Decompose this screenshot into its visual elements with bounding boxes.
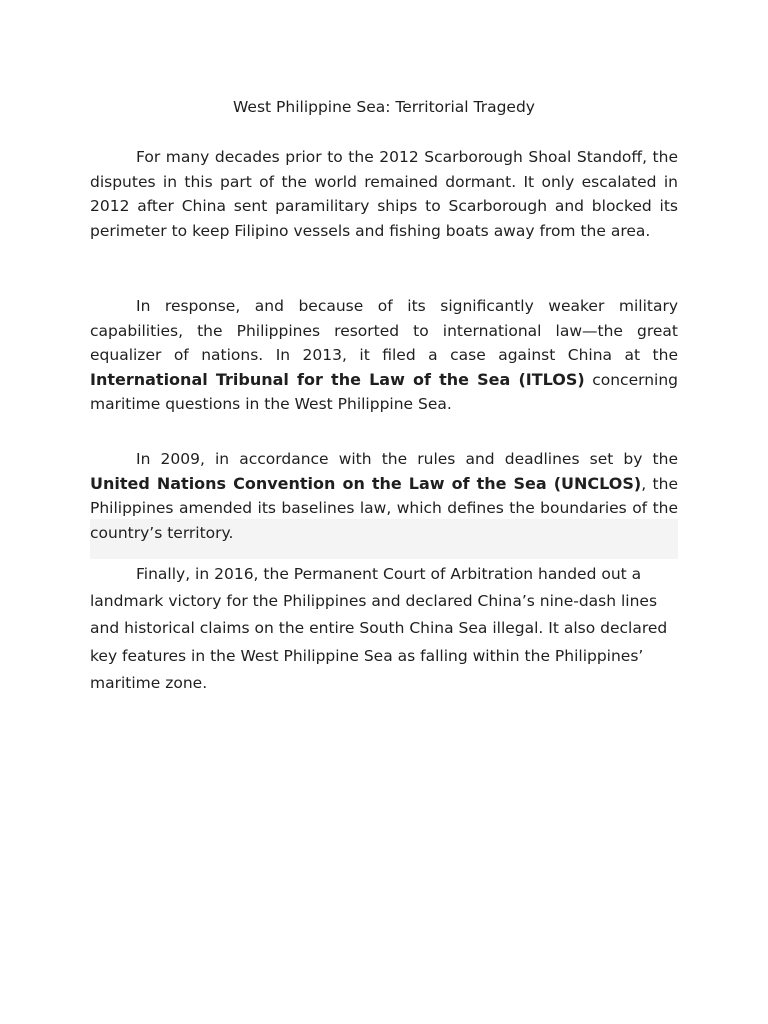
unclos-term: United Nations Convention on the Law of the Sea (UNCLOS) [90,473,642,493]
paragraph-unclos-baselines [90,447,678,545]
itlos-term: International Tribunal for the Law of the Sea (ITLOS) [90,369,585,389]
paragraph-text: , the Philippines amended its baselines law, which defines the boundaries of the country’s territory. [90,474,678,542]
paragraph-itlos-case [90,294,678,417]
paragraph-text: In response, and because of its significantly weaker military capabilities, the Philippines resorted to international law—the great equalizer of nations. In 2013, it filed a case against China at the [90,297,678,365]
paragraph-text: In 2009, in accordance with the rules and deadlines set by the [136,450,678,468]
paragraph-arbitration-ruling: Finally, in 2016, the Permanent Court of Arbitration handed out a landmark victory for the Philippines and declared China’s nine-dash lines and historical claims on the entire South China Sea illegal. It also declared key features in the West Philippine Sea as falling within the Philippines’ maritime zone. [90,565,668,692]
document-title: West Philippine Sea: Territorial Tragedy [233,98,535,116]
paragraph-text: concerning maritime questions in the West Philippine Sea. [90,370,679,414]
paragraph-scarborough-standoff: For many decades prior to the 2012 Scarborough Shoal Standoff, the disputes in this part of the world remained dormant. It only escalated in 2012 after China sent paramilitary ships to Scarborough and blocked its perimeter to keep Filipino vessels and fishing boats away from the area. [90,148,678,240]
